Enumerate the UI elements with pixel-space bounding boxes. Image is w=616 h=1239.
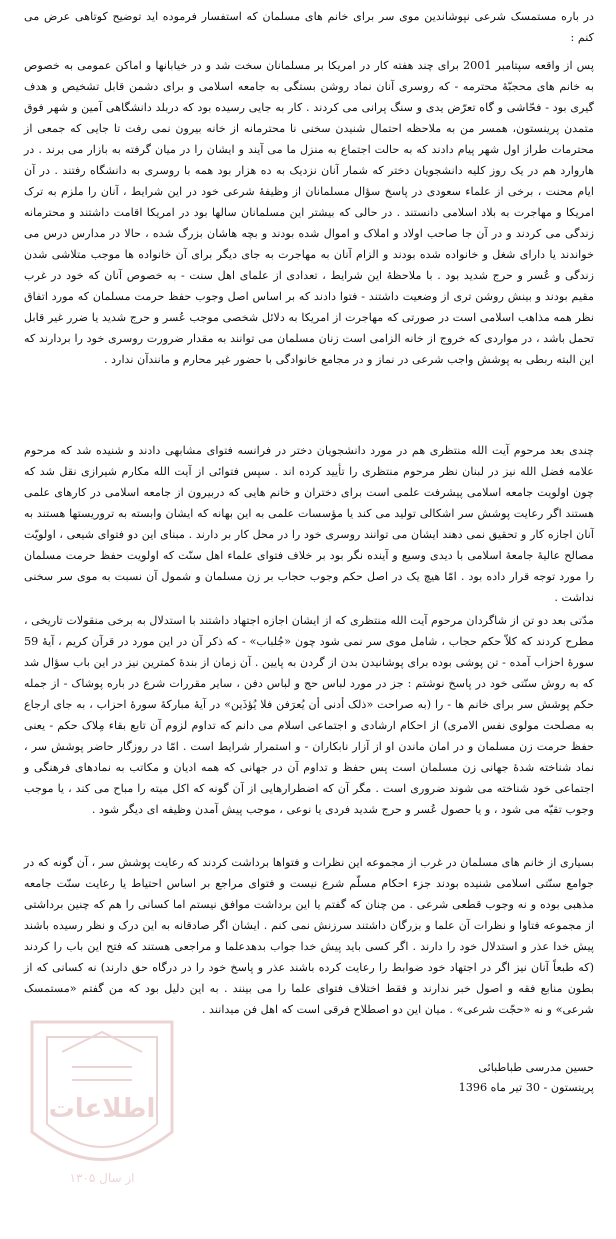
watermark-year: از سال ۱۳۰۵ xyxy=(69,1171,135,1185)
paragraph-intro: در باره مستمسک شرعی نپوشاندین موی سر برای خانم های مسلمان که استفسار فرموده اید توضیح کوتاهی عرض می کنم : xyxy=(24,10,594,44)
watermark-name: اطلاعات xyxy=(48,1094,156,1124)
paragraph-conclusion: بسیاری از خانم های مسلمان در غرب از مجموعه این نظرات و فتواها برداشت کردند که رعایت پوشش سر ، آن گونه که در جوامع سنّتی اسلامی شنیده بودند جزء احکام مسلّم شرع نیست و فتوای مراجع بر اساس احتیاط یا رعایت سنّت جامعه مذهبی بوده و نه وجوب قطعی شرعی . من چنان که گفتم یا این برداشت موافق نیستم اما کسانی را هم که چنین برداشتی از مجموعه فتاوا و نظرات آن علما و بزرگان داشتند سرزنش نمی کنم . ایشان اگر صادقانه به این درک و نظر رسیده باشند پیش خدا عذر و استدلال خود را دارند . اگر کسی باید پیش خدا جواب بدهدعلما و مراجعی هستند که فتح این باب را کردند (که طبعاً آنان نیز اگر در اجتهاد خود ضوابط را رعایت کرده باشند عذر و پاسخ خود را در درگاه حق دارند) نه کسانی که از بطون منابع فقه و اصول خبر ندارند و فقط اختلاف فتوای علما را می بینند . به این دلیل بود که من گفتم «مستمسک شرعی» و نه «حجّت شرعی» . میان این دو اصطلاح فرقی است که اهل فن میدانند . xyxy=(24,856,594,1016)
place-date: پرینستون - 30 تیر ماه 1396 xyxy=(458,1081,594,1094)
author-name: حسین مدرسی طباطبائی xyxy=(478,1061,594,1074)
signature-block xyxy=(24,1058,594,1098)
paragraph-september-2001: پس از واقعه سپتامبر 2001 برای چند هفته کار در امریکا بر مسلمانان سخت شد و در خیابانها و اماکن عمومی به خصوص به خانم های محجبّۀ محترمه - که روسری آنان نماد روشن بستگی به جامعه اسلامی و برای دشمن قابل تشخیص و هدف گیری بود - فحّاشی و گاه تعرّض یدی و سنگ پرانی می کردند . کار به جایی رسیده بود که دربلد دانشگاهی آمین و شهر فوق متمدن پرینستون، همسر من به ملاحظه احتمال شنیدن سخنی نا محترمانه از خانه بیرون نمی رفت تا جایی که جمعی از محترمات طراز اول شهر پیام دادند که به حالت اجتماع به منزل ما می آیند و ایشان را در میان گرفته به بازار می برند . در هاروارد هم در یک روز کلیه دانشجویان دختر که شمار آنان نزدیک به ده هزار بود همه با روسری به دانشگاه رفتند . در آن ایام محنت ، برخی از علماء سعودی در پاسخ سؤال مسلمانان از وظیفۀ شرعی خود در این شرایط ، آنان را ملزم به ترک امریکا و مهاجرت به بلاد اسلامی دانستند . در حالی که بیشتر این مسلمانان سالها بود در امریکا اقامت داشتند و محترمانه زندگی می کردند و در آن جا صاحب اولاد و املاک و اموال شده بودند و بچه هاشان بزرگ شده ، حالا در مدارس درس می خواندند یا دارای شغل و خانواده شده بودند و الزام آنان به مهاجرت به جای دیگر برای آن خانواده ها موجب متلاشی شدن زندگی و عُسر و حرج شدید بود . با ملاحظۀ این شرایط ، تعدادی از علمای اهل سنت - به خصوص آنان که خود در غرب مقیم بودند و بینش روشن تری از وضعیت داشتند - فتوا دادند که بر اساس اصل وجوب حفظ حرمت مسلمان که مورد اتفاق نظر همه مذاهب اسلامی است در صورتی که مهاجرت از امریکا به دلائل شخصی موجب عُسر و حرج شدید یا ضرر غیر قابل تحمل باشد ، در مواردی که خروج از خانه الزامی است زنان مسلمان می توانند به مقدار ضرورت روسری خود را بردارند که این البته ربطی به پوشش واجب شرعی در نماز و در مجامع خانوادگی با حضور غیر محارم و مانندآن ندارد . xyxy=(24,59,594,366)
paragraph-fatwas: چندی بعد مرحوم آیت الله منتظری هم در مورد دانشجویان دختر در فرانسه فتوای مشابهی دادند و شنیده شد که مرحوم علامه فضل الله نیز در لبنان نظر مرحوم منتظری را تأیید کرده اند . سپس فتوائی از آیت الله مکارم شیرازی نقل شد که چون اولویت جامعه اسلامی پیشرفت علمی است برای دختران و خانم هایی که دربیرون از جامعه اسلامی در کارهای علمی هستند اگر رعایت پوشش سر اشکالی تولید می کند یا مؤسسات علمی به این بهانه که ایشان وابسته به تروریستها هستند به آنان اجازه کار و تحقیق نمی دهند ایشان می توانند روسری خود را در محل کار بر دارند . مبنای این دو فتوای شیعی ، اولویّت مصالح عالیۀ جامعۀ اسلامی با دیدی وسیع و آینده نگر بود بر خلاف فتوای علماء اهل سنّت که اولویت حفظ حرمت مسلمان را مورد توجه قرار داده بود . امّا هیچ یک در اصل حکم وجوب حجاب بر زن مسلمان و شمول آن نسبت به موی سر سخنی نداشت . xyxy=(24,444,594,604)
paragraph-jilbab: مدّتی بعد دو تن از شاگردان مرحوم آیت الله منتظری که از ایشان اجازه اجتهاد داشتند با استدلال به برخی منقولات تاریخی ، مطرح کردند که کلاّ حکم حجاب ، شامل موی سر نمی شود چون «جُلباب» - که ذکر آن در این مورد در قرآن کریم ، آیۀ 59 سورۀ احزاب آمده - تن پوشی بوده برای پوشانیدن بدن از گردن به پایین . آن زمان از بندۀ کمترین نیز در این باب سؤال شد که به روش سنّتی خود در پاسخ نوشتم : جز در مورد لباس حج و لباس دفن ، سایر مقررات شرع در باره پوشاک - از جمله حکم پوشش سر برای خانم ها - را (به صراحت «ذلک أدنی أن یُعرَفن فلا یُؤذَین» در آیۀ مبارکۀ سورۀ احزاب ، به جای ارجاع به مصلحت مولوی نفس الامری) از احکام ارشادی و اجتماعی اسلام می دانم که تداوم لزوم آن تابع بقاء مِلاک حکم - یعنی حفظ حرمت زن مسلمان و در امان ماندن او از آزار نابکاران - و استمرار شرایط است . امّا در روزگار حاضر پوشش سر ، نماد شناخته شدۀ جهانی زن مسلمان است پس حفظ و تداوم آن در جهانی که همه ادیان و مکاتب به نمادهای فرهنگی و اجتماعی خود شناخته می شوند ضروری است . مگر آن که اضطرارهایی از آن گونه که اکل میته را مباح می کند ، یا موجب وجوب تقیّه می شود ، و یا حصول عُسر و حرج شدید فردی یا نوعی ، موجب پیش آمدن وظیفه ای دیگر شود . xyxy=(24,614,594,816)
